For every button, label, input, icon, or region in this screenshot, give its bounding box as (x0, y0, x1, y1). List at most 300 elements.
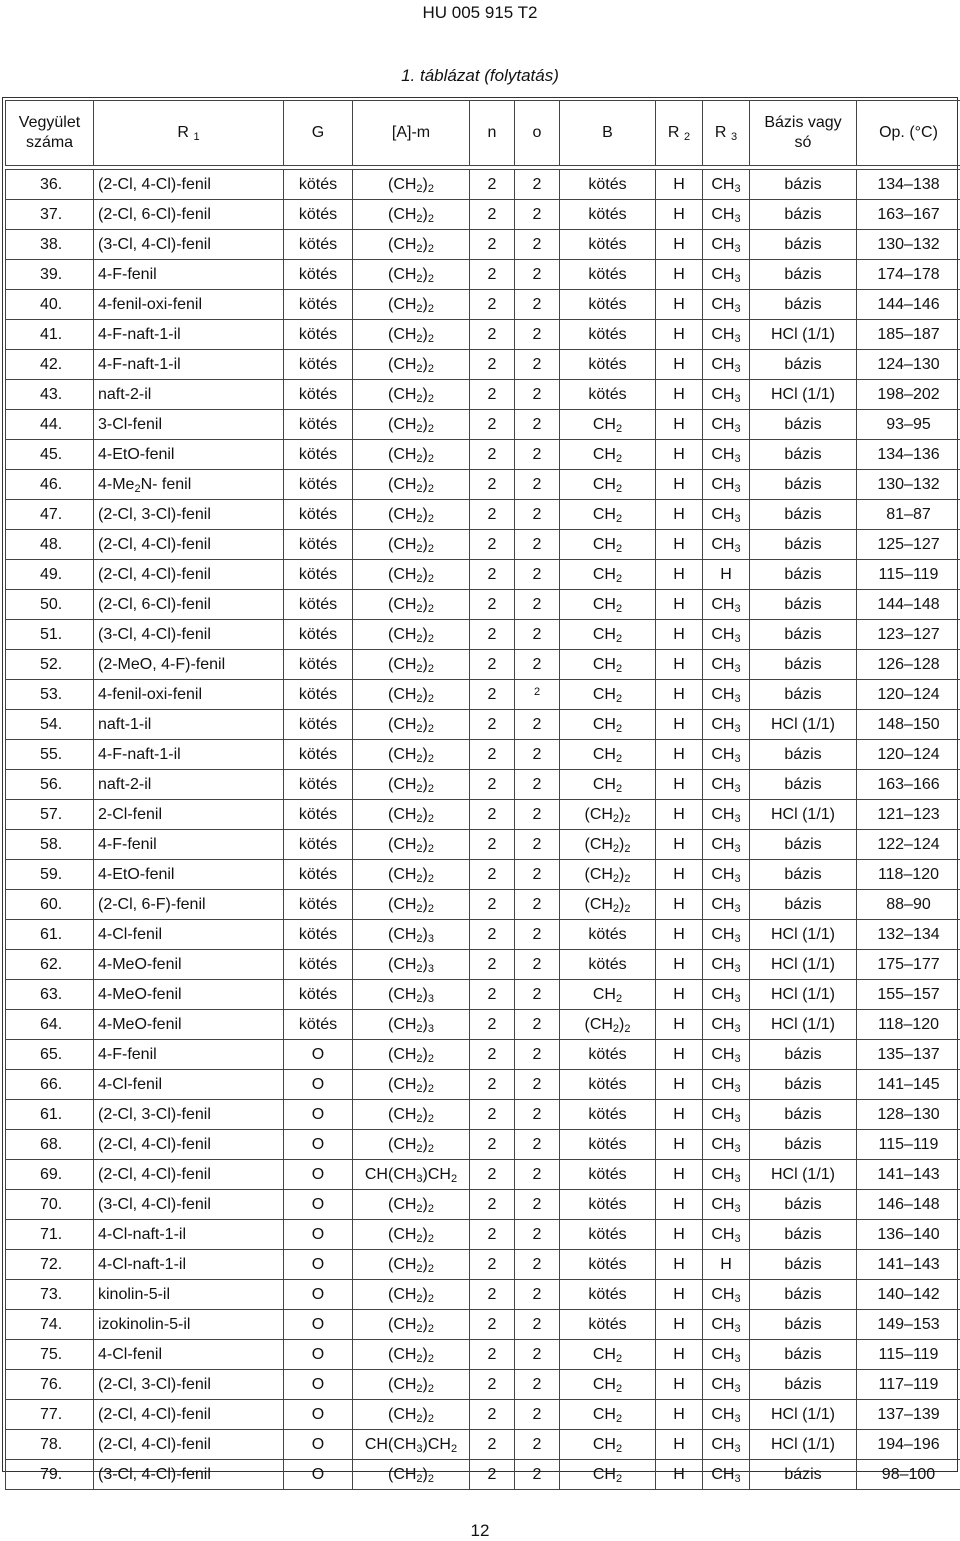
cell-am: $(CH_2)_3$ (353, 980, 470, 1010)
cell-r1: (3-Cl, 4-Cl)-fenil (94, 230, 284, 260)
cell-am: $(CH_2)_2$ (353, 530, 470, 560)
cell-b: $CH_2$ (560, 1460, 656, 1490)
cell-am: $(CH_2)_2$ (353, 830, 470, 860)
cell-melting-point: 88–90 (857, 890, 960, 920)
cell-g: kötés (284, 920, 353, 950)
cell-b: $CH_2$ (560, 1370, 656, 1400)
cell-am: $(CH_2)_2$ (353, 1130, 470, 1160)
col-header-b: B (560, 101, 656, 166)
cell-r2: H (656, 860, 703, 890)
cell-r2: H (656, 1070, 703, 1100)
cell-salt-form: bázis (750, 1460, 857, 1490)
table-row (6, 1010, 960, 1040)
cell-n: 2 (470, 1400, 515, 1430)
table-row (6, 1100, 960, 1130)
cell-r1: (3-Cl, 4-Cl)-fenil (94, 1460, 284, 1490)
cell-melting-point: 146–148 (857, 1190, 960, 1220)
cell-n: 2 (470, 530, 515, 560)
cell-b: $(CH_2)_2$ (560, 1010, 656, 1040)
cell-r2: H (656, 470, 703, 500)
cell-am: $(CH_2)_2$ (353, 620, 470, 650)
cell-n: 2 (470, 1070, 515, 1100)
cell-r3: $CH_3$ (703, 350, 750, 380)
cell-compound-id: 44. (6, 410, 94, 440)
cell-o: 2 (515, 770, 560, 800)
cell-r3: $CH_3$ (703, 1370, 750, 1400)
cell-b: $CH_2$ (560, 680, 656, 710)
cell-r1: 4-F-naft-1-il (94, 320, 284, 350)
cell-am: $(CH_2)_2$ (353, 470, 470, 500)
cell-n: 2 (470, 1130, 515, 1160)
cell-melting-point: 124–130 (857, 350, 960, 380)
cell-r1: (2-Cl, 4-Cl)-fenil (94, 1430, 284, 1460)
cell-r1: (2-Cl, 6-Cl)-fenil (94, 200, 284, 230)
cell-r1: 4-F-naft-1-il (94, 740, 284, 770)
cell-r1: 4-Cl-fenil (94, 920, 284, 950)
cell-g: kötés (284, 890, 353, 920)
cell-salt-form: HCl (1/1) (750, 710, 857, 740)
cell-r1: 4-F-naft-1-il (94, 350, 284, 380)
cell-melting-point: 98–100 (857, 1460, 960, 1490)
cell-r3: $CH_3$ (703, 1130, 750, 1160)
cell-r1: (3-Cl, 4-Cl)-fenil (94, 1190, 284, 1220)
cell-melting-point: 135–137 (857, 1040, 960, 1070)
cell-r1: (2-Cl, 4-Cl)-fenil (94, 560, 284, 590)
cell-salt-form: bázis (750, 770, 857, 800)
cell-g: kötés (284, 410, 353, 440)
table-body (6, 170, 960, 1490)
cell-b: $(CH_2)_2$ (560, 800, 656, 830)
table-row (6, 1340, 960, 1370)
cell-n: 2 (470, 800, 515, 830)
cell-am: $(CH_2)_2$ (353, 320, 470, 350)
cell-n: 2 (470, 470, 515, 500)
cell-g: kötés (284, 230, 353, 260)
cell-r3: $CH_3$ (703, 680, 750, 710)
cell-g: O (284, 1220, 353, 1250)
cell-g: kötés (284, 860, 353, 890)
cell-r2: H (656, 980, 703, 1010)
cell-r3: $CH_3$ (703, 1310, 750, 1340)
cell-am: $(CH_2)_2$ (353, 500, 470, 530)
cell-melting-point: 137–139 (857, 1400, 960, 1430)
cell-n: 2 (470, 980, 515, 1010)
cell-r3: $CH_3$ (703, 800, 750, 830)
cell-salt-form: bázis (750, 470, 857, 500)
cell-r2: H (656, 320, 703, 350)
cell-n: 2 (470, 1100, 515, 1130)
cell-b: $CH_2$ (560, 440, 656, 470)
cell-b: $CH_2$ (560, 410, 656, 440)
cell-compound-id: 71. (6, 1220, 94, 1250)
cell-compound-id: 69. (6, 1160, 94, 1190)
col-header-r1: R $_1$ (94, 101, 284, 166)
cell-salt-form: bázis (750, 530, 857, 560)
cell-r1: (2-MeO, 4-F)-fenil (94, 650, 284, 680)
table-row (6, 830, 960, 860)
col-header-r3: R $_3$ (703, 101, 750, 166)
cell-salt-form: bázis (750, 590, 857, 620)
cell-compound-id: 50. (6, 590, 94, 620)
cell-r1: 4-MeO-fenil (94, 980, 284, 1010)
cell-melting-point: 134–138 (857, 170, 960, 200)
cell-compound-id: 78. (6, 1430, 94, 1460)
cell-n: 2 (470, 950, 515, 980)
cell-o: 2 (515, 470, 560, 500)
cell-r1: 4-Cl-fenil (94, 1340, 284, 1370)
table-row (6, 650, 960, 680)
cell-compound-id: 66. (6, 1070, 94, 1100)
cell-g: O (284, 1340, 353, 1370)
col-header-salt: Bázis vagy só (750, 101, 857, 166)
cell-am: $(CH_2)_2$ (353, 1340, 470, 1370)
table-row (6, 170, 960, 200)
table-row (6, 1070, 960, 1100)
cell-n: 2 (470, 1190, 515, 1220)
cell-melting-point: 140–142 (857, 1280, 960, 1310)
cell-b: kötés (560, 1220, 656, 1250)
cell-o: 2 (515, 1280, 560, 1310)
cell-g: O (284, 1160, 353, 1190)
table-row (6, 1280, 960, 1310)
cell-am: $(CH_2)_2$ (353, 710, 470, 740)
table-row (6, 1190, 960, 1220)
table-row (6, 200, 960, 230)
cell-r2: H (656, 950, 703, 980)
cell-r3: $CH_3$ (703, 860, 750, 890)
cell-melting-point: 123–127 (857, 620, 960, 650)
cell-salt-form: HCl (1/1) (750, 800, 857, 830)
table-row (6, 770, 960, 800)
cell-r1: 4-Cl-naft-1-il (94, 1220, 284, 1250)
cell-n: 2 (470, 350, 515, 380)
cell-b: kötés (560, 380, 656, 410)
cell-r1: (2-Cl, 3-Cl)-fenil (94, 500, 284, 530)
cell-r2: H (656, 200, 703, 230)
cell-am: $(CH_2)_2$ (353, 740, 470, 770)
cell-am: $(CH_2)_2$ (353, 1310, 470, 1340)
cell-salt-form: bázis (750, 890, 857, 920)
cell-r2: H (656, 710, 703, 740)
table-row (6, 1040, 960, 1070)
cell-compound-id: 51. (6, 620, 94, 650)
cell-g: kötés (284, 710, 353, 740)
cell-n: 2 (470, 1430, 515, 1460)
cell-salt-form: bázis (750, 560, 857, 590)
cell-n: 2 (470, 1010, 515, 1040)
cell-b: $CH_2$ (560, 560, 656, 590)
cell-g: O (284, 1400, 353, 1430)
cell-compound-id: 70. (6, 1190, 94, 1220)
cell-am: $(CH_2)_2$ (353, 800, 470, 830)
cell-r3: $CH_3$ (703, 650, 750, 680)
cell-o: 2 (515, 1250, 560, 1280)
cell-compound-id: 59. (6, 860, 94, 890)
cell-am: $(CH_2)_2$ (353, 890, 470, 920)
cell-compound-id: 55. (6, 740, 94, 770)
cell-compound-id: 43. (6, 380, 94, 410)
cell-b: kötés (560, 950, 656, 980)
cell-r1: 4-Cl-fenil (94, 1070, 284, 1100)
cell-am: $(CH_2)_2$ (353, 680, 470, 710)
cell-o: 2 (515, 260, 560, 290)
cell-g: kötés (284, 440, 353, 470)
table-row (6, 590, 960, 620)
cell-am: $(CH_2)_2$ (353, 860, 470, 890)
cell-compound-id: 57. (6, 800, 94, 830)
cell-compound-id: 62. (6, 950, 94, 980)
cell-melting-point: 163–167 (857, 200, 960, 230)
cell-am: $(CH_2)_2$ (353, 1280, 470, 1310)
cell-compound-id: 49. (6, 560, 94, 590)
cell-n: 2 (470, 1340, 515, 1370)
cell-g: kötés (284, 470, 353, 500)
cell-melting-point: 198–202 (857, 380, 960, 410)
table-row (6, 860, 960, 890)
cell-r2: H (656, 920, 703, 950)
cell-melting-point: 120–124 (857, 740, 960, 770)
cell-r3: $CH_3$ (703, 1280, 750, 1310)
cell-r1: (2-Cl, 6-Cl)-fenil (94, 590, 284, 620)
cell-g: O (284, 1130, 353, 1160)
table-row (6, 1430, 960, 1460)
cell-salt-form: bázis (750, 1070, 857, 1100)
cell-compound-id: 46. (6, 470, 94, 500)
cell-g: kötés (284, 1010, 353, 1040)
table-row (6, 560, 960, 590)
cell-compound-id: 64. (6, 1010, 94, 1040)
cell-melting-point: 128–130 (857, 1100, 960, 1130)
cell-r3: $CH_3$ (703, 1220, 750, 1250)
cell-salt-form: bázis (750, 1370, 857, 1400)
cell-salt-form: HCl (1/1) (750, 920, 857, 950)
cell-o: 2 (515, 1040, 560, 1070)
cell-melting-point: 155–157 (857, 980, 960, 1010)
cell-g: kötés (284, 200, 353, 230)
table-row (6, 950, 960, 980)
cell-r2: H (656, 1310, 703, 1340)
cell-salt-form: bázis (750, 1280, 857, 1310)
cell-am: $(CH_2)_2$ (353, 380, 470, 410)
cell-r1: 4-fenil-oxi-fenil (94, 290, 284, 320)
cell-b: kötés (560, 260, 656, 290)
cell-compound-id: 79. (6, 1460, 94, 1490)
cell-g: kötés (284, 680, 353, 710)
cell-g: kötés (284, 350, 353, 380)
cell-o: 2 (515, 1400, 560, 1430)
table-row (6, 1250, 960, 1280)
cell-melting-point: 117–119 (857, 1370, 960, 1400)
cell-am: $(CH_2)_2$ (353, 1190, 470, 1220)
cell-r3: $CH_3$ (703, 890, 750, 920)
cell-r3: $CH_3$ (703, 380, 750, 410)
cell-g: kötés (284, 380, 353, 410)
cell-r2: H (656, 800, 703, 830)
cell-r1: (2-Cl, 3-Cl)-fenil (94, 1370, 284, 1400)
cell-n: 2 (470, 200, 515, 230)
cell-salt-form: bázis (750, 1130, 857, 1160)
cell-compound-id: 60. (6, 890, 94, 920)
cell-melting-point: 125–127 (857, 530, 960, 560)
cell-r1: 4-EtO-fenil (94, 440, 284, 470)
cell-o: 2 (515, 590, 560, 620)
cell-o: 2 (515, 410, 560, 440)
cell-g: kötés (284, 650, 353, 680)
cell-melting-point: 144–148 (857, 590, 960, 620)
cell-salt-form: bázis (750, 1040, 857, 1070)
cell-o: 2 (515, 860, 560, 890)
cell-am: $(CH_2)_2$ (353, 230, 470, 260)
table-row (6, 680, 960, 710)
table-row (6, 530, 960, 560)
cell-r2: H (656, 350, 703, 380)
table-row (6, 710, 960, 740)
table-row (6, 500, 960, 530)
cell-o: 2 (515, 320, 560, 350)
cell-r2: H (656, 1220, 703, 1250)
cell-r2: H (656, 890, 703, 920)
cell-b: kötés (560, 170, 656, 200)
cell-g: O (284, 1070, 353, 1100)
cell-r1: kinolin-5-il (94, 1280, 284, 1310)
cell-r3: $CH_3$ (703, 770, 750, 800)
cell-o: 2 (515, 230, 560, 260)
cell-r2: H (656, 740, 703, 770)
cell-o: 2 (515, 800, 560, 830)
cell-r3: $CH_3$ (703, 1160, 750, 1190)
cell-r1: (2-Cl, 4-Cl)-fenil (94, 530, 284, 560)
cell-r1: 4-F-fenil (94, 260, 284, 290)
cell-compound-id: 36. (6, 170, 94, 200)
cell-r3: $CH_3$ (703, 1010, 750, 1040)
cell-n: 2 (470, 860, 515, 890)
cell-n: 2 (470, 710, 515, 740)
cell-melting-point: 130–132 (857, 230, 960, 260)
cell-r2: H (656, 380, 703, 410)
table-row (6, 620, 960, 650)
cell-r2: H (656, 230, 703, 260)
cell-b: kötés (560, 1130, 656, 1160)
cell-r3: $CH_3$ (703, 200, 750, 230)
cell-melting-point: 126–128 (857, 650, 960, 680)
cell-compound-id: 40. (6, 290, 94, 320)
table-row (6, 350, 960, 380)
cell-r2: H (656, 530, 703, 560)
cell-salt-form: bázis (750, 650, 857, 680)
cell-b: $CH_2$ (560, 1400, 656, 1430)
cell-o: 2 (515, 380, 560, 410)
cell-compound-id: 76. (6, 1370, 94, 1400)
cell-r3: $CH_3$ (703, 530, 750, 560)
cell-salt-form: bázis (750, 350, 857, 380)
cell-compound-id: 72. (6, 1250, 94, 1280)
cell-compound-id: 54. (6, 710, 94, 740)
cell-o: 2 (515, 1220, 560, 1250)
cell-g: kötés (284, 290, 353, 320)
cell-o: 2 (515, 890, 560, 920)
compound-table-frame (2, 97, 958, 1485)
cell-r1: 2-Cl-fenil (94, 800, 284, 830)
cell-am: $(CH_2)_2$ (353, 650, 470, 680)
cell-g: kötés (284, 620, 353, 650)
col-header-mp: Op. (°C) (857, 101, 960, 166)
table-row (6, 1160, 960, 1190)
cell-melting-point: 174–178 (857, 260, 960, 290)
cell-g: O (284, 1190, 353, 1220)
cell-melting-point: 93–95 (857, 410, 960, 440)
cell-o: 2 (515, 290, 560, 320)
cell-compound-id: 42. (6, 350, 94, 380)
cell-melting-point: 136–140 (857, 1220, 960, 1250)
compound-table (5, 100, 960, 1490)
cell-n: 2 (470, 440, 515, 470)
cell-am: $(CH_2)_2$ (353, 770, 470, 800)
cell-r3: $CH_3$ (703, 1100, 750, 1130)
cell-r1: 4-Cl-naft-1-il (94, 1250, 284, 1280)
cell-g: kötés (284, 530, 353, 560)
cell-r1: 3-Cl-fenil (94, 410, 284, 440)
table-row (6, 470, 960, 500)
cell-n: 2 (470, 740, 515, 770)
cell-salt-form: bázis (750, 1100, 857, 1130)
cell-salt-form: HCl (1/1) (750, 1400, 857, 1430)
cell-r3: $CH_3$ (703, 440, 750, 470)
table-row (6, 980, 960, 1010)
cell-b: $CH_2$ (560, 980, 656, 1010)
cell-r3: $CH_3$ (703, 320, 750, 350)
cell-compound-id: 48. (6, 530, 94, 560)
cell-b: $CH_2$ (560, 530, 656, 560)
cell-melting-point: 141–143 (857, 1160, 960, 1190)
cell-salt-form: bázis (750, 680, 857, 710)
cell-melting-point: 175–177 (857, 950, 960, 980)
cell-salt-form: bázis (750, 1250, 857, 1280)
cell-r2: H (656, 500, 703, 530)
cell-melting-point: 118–120 (857, 860, 960, 890)
cell-r2: H (656, 1190, 703, 1220)
cell-g: kötés (284, 770, 353, 800)
cell-compound-id: 45. (6, 440, 94, 470)
cell-n: 2 (470, 680, 515, 710)
cell-melting-point: 185–187 (857, 320, 960, 350)
cell-b: $CH_2$ (560, 620, 656, 650)
cell-melting-point: 115–119 (857, 1340, 960, 1370)
cell-compound-id: 65. (6, 1040, 94, 1070)
cell-b: kötés (560, 1100, 656, 1130)
cell-o: 2 (515, 920, 560, 950)
col-header-g: G (284, 101, 353, 166)
table-row (6, 800, 960, 830)
col-header-am: [A]-m (353, 101, 470, 166)
cell-n: 2 (470, 620, 515, 650)
cell-o: 2 (515, 350, 560, 380)
table-caption: 1. táblázat (folytatás) (401, 66, 559, 85)
cell-r3: $CH_3$ (703, 710, 750, 740)
cell-r1: (2-Cl, 4-Cl)-fenil (94, 1130, 284, 1160)
cell-r1: (2-Cl, 4-Cl)-fenil (94, 1400, 284, 1430)
col-header-n: n (470, 101, 515, 166)
cell-r3: $CH_3$ (703, 830, 750, 860)
cell-am: $(CH_2)_3$ (353, 920, 470, 950)
cell-b: kötés (560, 1310, 656, 1340)
cell-o: 2 (515, 200, 560, 230)
cell-g: O (284, 1280, 353, 1310)
cell-melting-point: 120–124 (857, 680, 960, 710)
cell-b: kötés (560, 1250, 656, 1280)
cell-salt-form: HCl (1/1) (750, 950, 857, 980)
table-row (6, 1220, 960, 1250)
cell-r3: $CH_3$ (703, 740, 750, 770)
